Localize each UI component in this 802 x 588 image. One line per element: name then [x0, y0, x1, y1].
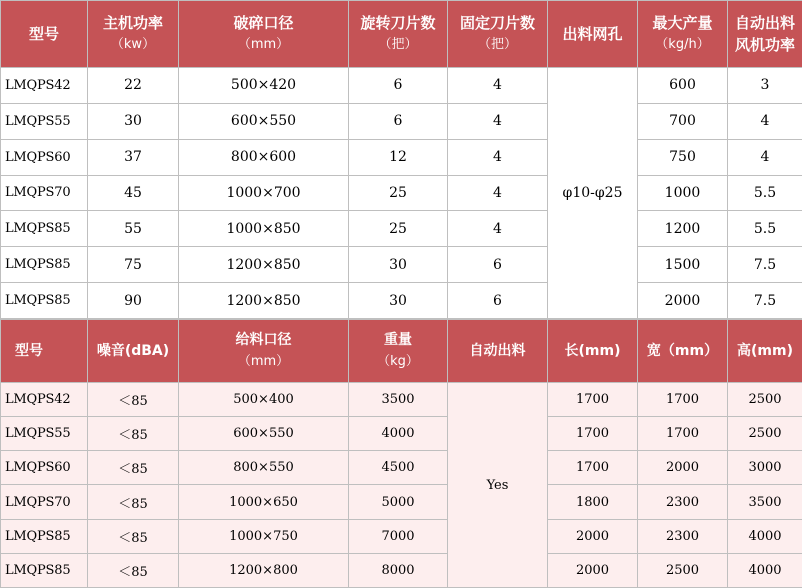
header-model: 型号 — [1, 1, 88, 68]
rotary-cell: 30 — [349, 247, 448, 283]
fan-cell: 4 — [728, 139, 802, 175]
noise-cell: ＜85 — [88, 383, 179, 417]
header-row — [1, 320, 802, 383]
height-cell: 3500 — [728, 485, 802, 519]
opening-cell: 1000×850 — [179, 211, 349, 247]
width-cell: 2000 — [638, 451, 728, 485]
output-cell: 700 — [638, 103, 728, 139]
table-row — [1, 103, 802, 139]
table-row — [1, 383, 802, 417]
fan-cell: 4 — [728, 103, 802, 139]
header-row — [1, 1, 802, 68]
screen-cell: φ10-φ25 — [548, 68, 638, 319]
length-cell: 2000 — [548, 553, 638, 587]
noise-cell: ＜85 — [88, 451, 179, 485]
header-auto-discharge: 自动出料 — [448, 320, 548, 383]
power-cell: 22 — [88, 68, 179, 104]
feed-cell: 500×400 — [179, 383, 349, 417]
rotary-cell: 12 — [349, 139, 448, 175]
header-model: 型号 — [1, 320, 88, 383]
header-height: 高(mm) — [728, 320, 802, 383]
output-cell: 2000 — [638, 283, 728, 319]
width-cell: 2500 — [638, 553, 728, 587]
fixed-cell: 6 — [448, 283, 548, 319]
feed-cell: 800×550 — [179, 451, 349, 485]
fixed-cell: 4 — [448, 175, 548, 211]
header-opening: 破碎口径 （mm） — [179, 1, 349, 68]
model-cell: LMQPS85 — [1, 283, 88, 319]
header-power: 主机功率 （kw） — [88, 1, 179, 68]
output-cell: 600 — [638, 68, 728, 104]
model-cell: LMQPS60 — [1, 139, 88, 175]
noise-cell: ＜85 — [88, 553, 179, 587]
opening-cell: 1000×700 — [179, 175, 349, 211]
header-weight: 重量 （kg） — [349, 320, 448, 383]
specs-table-bottom — [0, 319, 802, 588]
header-fixed-blades: 固定刀片数 （把） — [448, 1, 548, 68]
rotary-cell: 6 — [349, 68, 448, 104]
table-row — [1, 68, 802, 104]
length-cell: 2000 — [548, 519, 638, 553]
height-cell: 2500 — [728, 383, 802, 417]
fan-cell: 7.5 — [728, 247, 802, 283]
rotary-cell: 25 — [349, 175, 448, 211]
opening-cell: 600×550 — [179, 103, 349, 139]
fixed-cell: 4 — [448, 211, 548, 247]
fixed-cell: 4 — [448, 103, 548, 139]
output-cell: 1500 — [638, 247, 728, 283]
weight-cell: 4500 — [349, 451, 448, 485]
header-screen: 出料网孔 — [548, 1, 638, 68]
noise-cell: ＜85 — [88, 417, 179, 451]
weight-cell: 4000 — [349, 417, 448, 451]
header-width: 宽（mm） — [638, 320, 728, 383]
output-cell: 1000 — [638, 175, 728, 211]
table-row — [1, 211, 802, 247]
model-cell: LMQPS70 — [1, 485, 88, 519]
table-row — [1, 247, 802, 283]
feed-cell: 600×550 — [179, 417, 349, 451]
noise-cell: ＜85 — [88, 519, 179, 553]
fan-cell: 3 — [728, 68, 802, 104]
power-cell: 37 — [88, 139, 179, 175]
header-rotary-blades: 旋转刀片数 （把） — [349, 1, 448, 68]
power-cell: 75 — [88, 247, 179, 283]
width-cell: 2300 — [638, 485, 728, 519]
model-cell: LMQPS70 — [1, 175, 88, 211]
output-cell: 1200 — [638, 211, 728, 247]
width-cell: 1700 — [638, 383, 728, 417]
rotary-cell: 30 — [349, 283, 448, 319]
table-row — [1, 139, 802, 175]
rotary-cell: 6 — [349, 103, 448, 139]
power-cell: 90 — [88, 283, 179, 319]
table-row — [1, 485, 802, 519]
model-cell: LMQPS85 — [1, 247, 88, 283]
weight-cell: 8000 — [349, 553, 448, 587]
length-cell: 1700 — [548, 417, 638, 451]
height-cell: 3000 — [728, 451, 802, 485]
fixed-cell: 4 — [448, 139, 548, 175]
header-length: 长(mm) — [548, 320, 638, 383]
height-cell: 4000 — [728, 519, 802, 553]
length-cell: 1700 — [548, 451, 638, 485]
header-fan-power: 自动出料 风机功率 — [728, 1, 802, 68]
header-noise: 噪音(dBA) — [88, 320, 179, 383]
table-row — [1, 519, 802, 553]
feed-cell: 1000×650 — [179, 485, 349, 519]
model-cell: LMQPS55 — [1, 417, 88, 451]
power-cell: 55 — [88, 211, 179, 247]
header-feed: 给料口径 （mm） — [179, 320, 349, 383]
model-cell: LMQPS85 — [1, 211, 88, 247]
feed-cell: 1200×800 — [179, 553, 349, 587]
model-cell: LMQPS42 — [1, 383, 88, 417]
model-cell: LMQPS60 — [1, 451, 88, 485]
length-cell: 1700 — [548, 383, 638, 417]
table-row — [1, 283, 802, 319]
width-cell: 1700 — [638, 417, 728, 451]
weight-cell: 5000 — [349, 485, 448, 519]
feed-cell: 1000×750 — [179, 519, 349, 553]
width-cell: 2300 — [638, 519, 728, 553]
fan-cell: 7.5 — [728, 283, 802, 319]
model-cell: LMQPS55 — [1, 103, 88, 139]
opening-cell: 1200×850 — [179, 283, 349, 319]
model-cell: LMQPS85 — [1, 519, 88, 553]
auto-discharge-cell: Yes — [448, 383, 548, 588]
power-cell: 45 — [88, 175, 179, 211]
fixed-cell: 4 — [448, 68, 548, 104]
opening-cell: 800×600 — [179, 139, 349, 175]
table-row — [1, 553, 802, 587]
power-cell: 30 — [88, 103, 179, 139]
fan-cell: 5.5 — [728, 175, 802, 211]
weight-cell: 7000 — [349, 519, 448, 553]
noise-cell: ＜85 — [88, 485, 179, 519]
table-row — [1, 175, 802, 211]
height-cell: 2500 — [728, 417, 802, 451]
fixed-cell: 6 — [448, 247, 548, 283]
table-row — [1, 451, 802, 485]
rotary-cell: 25 — [349, 211, 448, 247]
fan-cell: 5.5 — [728, 211, 802, 247]
model-cell: LMQPS85 — [1, 553, 88, 587]
length-cell: 1800 — [548, 485, 638, 519]
opening-cell: 500×420 — [179, 68, 349, 104]
table-row — [1, 417, 802, 451]
header-output: 最大产量 （kg/h） — [638, 1, 728, 68]
weight-cell: 3500 — [349, 383, 448, 417]
output-cell: 750 — [638, 139, 728, 175]
opening-cell: 1200×850 — [179, 247, 349, 283]
model-cell: LMQPS42 — [1, 68, 88, 104]
height-cell: 4000 — [728, 553, 802, 587]
